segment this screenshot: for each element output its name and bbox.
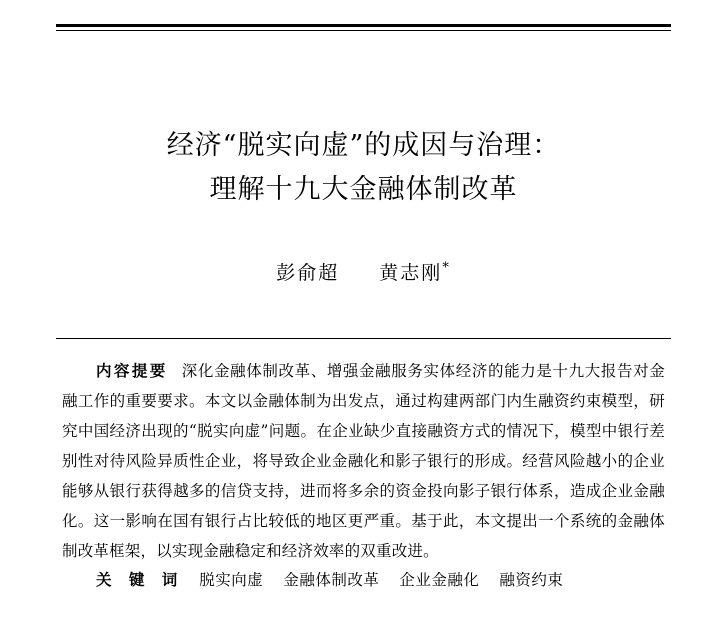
keywords-list — [199, 571, 583, 589]
header-rule-thin — [56, 30, 671, 31]
abstract-text: 深化金融体制改革、增强金融服务实体经济的能力是十九大报告对金融工作的重要要求。本文以金融体制为出发点，通过构建两部门内生融资约束模型，研究中国经济出现的“脱实向虚”问题。在企业缺少直接融资方式的情况下，模型中银行差别性对待风险异质性企业，将导致企业金融化和影子银行的形成。经营风险越小的企业能够从银行获得越多的信贷支持，进而将多余的资金投向影子银行体系，造成企业金融化。这一影响在国有银行占比较低的地区更严重。基于此，本文提出一个系统的金融体制改革框架，以实现金融稳定和经济效率的双重改进。 — [62, 362, 665, 560]
keyword-item: 融资约束 — [499, 571, 564, 589]
abstract-block — [62, 356, 665, 566]
header-double-rule — [56, 24, 671, 31]
title-line-2: 理解十九大金融体制改革 — [209, 174, 518, 205]
keyword-item: 金融体制改革 — [283, 571, 380, 589]
author-second: 黄志刚 — [379, 262, 443, 284]
keywords-label: 关 键 词 — [96, 570, 184, 589]
keyword-item: 脱实向虚 — [199, 571, 264, 589]
author-list — [0, 258, 727, 285]
title-line-1: 经济“脱实向虚”的成因与治理： — [166, 130, 561, 161]
author-first: 彭俞超 — [276, 262, 340, 284]
abstract-label: 内容提要 — [96, 361, 168, 380]
keyword-item: 企业金融化 — [399, 571, 480, 589]
abstract-divider-rule — [56, 338, 671, 339]
footnote-marker: * — [442, 260, 451, 276]
page-title — [0, 124, 727, 212]
keywords-block — [62, 566, 665, 594]
